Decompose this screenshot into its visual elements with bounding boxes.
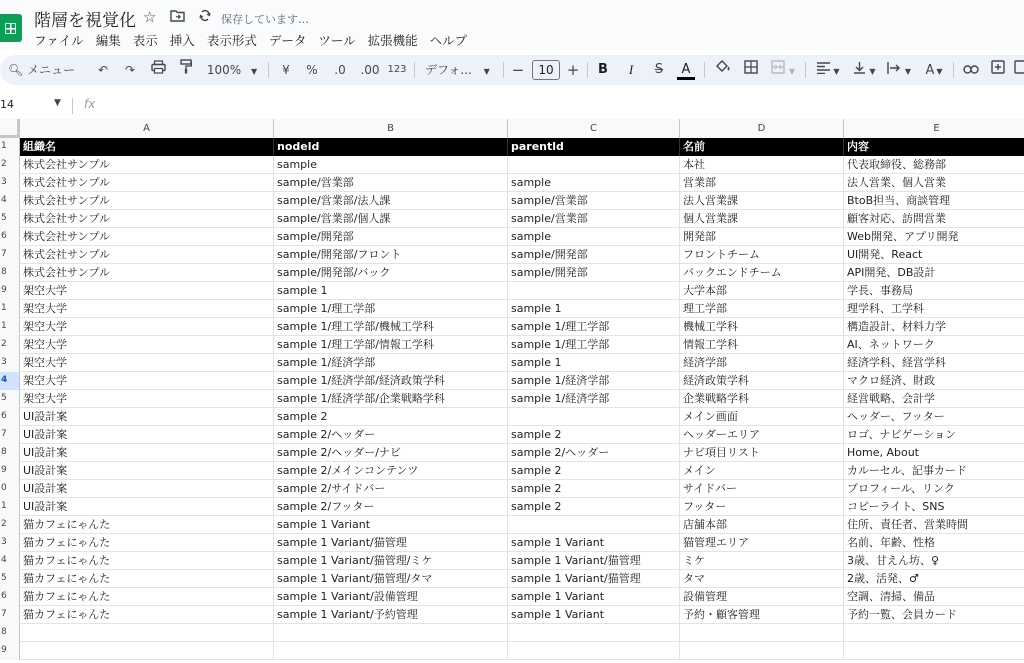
insert-comment-icon[interactable] <box>988 55 1008 85</box>
cell[interactable]: ミケ <box>680 552 844 570</box>
cell[interactable]: sample 2 <box>274 408 508 426</box>
toolbar <box>0 55 1024 85</box>
cell[interactable]: 猫カフェにゃんた <box>20 570 274 588</box>
row-number[interactable]: 5 <box>0 210 20 228</box>
cell[interactable]: プロフィール、リンク <box>844 480 1024 498</box>
text-color-button[interactable]: A <box>681 62 691 77</box>
cell[interactable]: sample 1 <box>508 354 680 372</box>
column-header[interactable]: A <box>20 119 274 138</box>
cell[interactable]: 本社 <box>680 156 844 174</box>
cell[interactable]: 機械工学科 <box>680 318 844 336</box>
cell[interactable]: 株式会社サンプル <box>20 228 274 246</box>
cell[interactable]: Web開発、アプリ開発 <box>844 228 1024 246</box>
cell[interactable]: 理工学部 <box>680 300 844 318</box>
cell[interactable]: sample 1 Variant/猫管理 <box>274 534 508 552</box>
menu-search[interactable] <box>0 55 94 85</box>
row-number[interactable]: 1 <box>0 318 20 336</box>
cell[interactable]: 住所、責任者、営業時間 <box>844 516 1024 534</box>
cell[interactable]: API開発、DB設計 <box>844 264 1024 282</box>
cell[interactable]: sample 1 Variant/猫管理 <box>508 552 680 570</box>
cell[interactable]: 株式会社サンプル <box>20 210 274 228</box>
cell[interactable]: 予約・顧客管理 <box>680 606 844 624</box>
cell[interactable]: ナビ項目リスト <box>680 444 844 462</box>
cell[interactable]: ロゴ、ナビゲーション <box>844 426 1024 444</box>
header-cell[interactable]: 内容 <box>844 138 1024 156</box>
table-row <box>0 354 1024 372</box>
horizontal-align-icon[interactable] <box>813 55 843 85</box>
cell[interactable]: ヘッダーエリア <box>680 426 844 444</box>
cell[interactable]: 猫カフェにゃんた <box>20 552 274 570</box>
cell[interactable]: UI設計案 <box>20 444 274 462</box>
row-number[interactable]: 8 <box>0 624 20 642</box>
percent-format-button[interactable]: % <box>306 63 318 77</box>
table-row <box>0 210 1024 228</box>
insert-chart-icon[interactable] <box>1014 55 1024 85</box>
cell[interactable]: sample 1/理工学部/機械工学科 <box>274 318 508 336</box>
text-color-swatch <box>677 77 695 80</box>
font-size-decrease-button[interactable]: − <box>511 61 525 79</box>
table-row <box>0 642 1024 660</box>
row-number[interactable]: 8 <box>0 264 20 282</box>
increase-decimal-button[interactable] <box>358 55 382 85</box>
cell[interactable] <box>20 624 274 642</box>
cell[interactable]: 店舗本部 <box>680 516 844 534</box>
row-number[interactable]: 1 <box>0 498 20 516</box>
name-box[interactable]: 14 <box>0 98 14 111</box>
cell[interactable] <box>844 642 1024 660</box>
menu-item[interactable]: データ <box>268 33 307 48</box>
row-number[interactable]: 2 <box>0 516 20 534</box>
search-icon: 🔍︎ <box>8 63 24 77</box>
cell[interactable]: 猫カフェにゃんた <box>20 606 274 624</box>
cell[interactable]: 架空大学 <box>20 300 274 318</box>
zoom-select[interactable] <box>204 55 260 85</box>
cell[interactable]: sample <box>274 156 508 174</box>
column-header[interactable]: E <box>844 119 1024 138</box>
table-row <box>0 246 1024 264</box>
cell[interactable]: sample 1 Variant <box>274 516 508 534</box>
cell[interactable]: バックエンドチーム <box>680 264 844 282</box>
table-row <box>0 282 1024 300</box>
table-row <box>0 570 1024 588</box>
cell[interactable]: sample 1/理工学部/情報工学科 <box>274 336 508 354</box>
table-row <box>0 192 1024 210</box>
row-number[interactable]: 7 <box>0 426 20 444</box>
row-number[interactable]: 9 <box>0 282 20 300</box>
strikethrough-icon[interactable]: S <box>654 62 664 77</box>
menu-search-label: メニュー <box>27 63 76 77</box>
cell[interactable]: sample 1 <box>274 282 508 300</box>
cell[interactable]: sample <box>508 228 680 246</box>
cell[interactable]: sample 2 <box>508 462 680 480</box>
cell[interactable]: 架空大学 <box>20 318 274 336</box>
row-number[interactable]: 1 <box>0 300 20 318</box>
cell[interactable]: sample 2/メインコンテンツ <box>274 462 508 480</box>
menu-item[interactable]: 拡張機能 <box>367 33 418 48</box>
cell[interactable]: 架空大学 <box>20 336 274 354</box>
move-to-folder-icon[interactable] <box>170 8 185 26</box>
row-number[interactable]: 4 <box>0 552 20 570</box>
text-wrapping-icon[interactable] <box>884 55 914 85</box>
cell[interactable]: Home, About <box>844 444 1024 462</box>
cell[interactable]: sample 2/ヘッダー <box>508 444 680 462</box>
cell[interactable]: ヘッダー、フッター <box>844 408 1024 426</box>
cell[interactable]: 理学科、工学科 <box>844 300 1024 318</box>
table-row <box>0 318 1024 336</box>
cell[interactable]: 架空大学 <box>20 372 274 390</box>
chevron-down-icon: ▼ <box>869 67 876 76</box>
cell[interactable]: 営業部 <box>680 174 844 192</box>
select-all-corner[interactable] <box>0 119 20 138</box>
star-icon[interactable]: ☆ <box>143 8 157 26</box>
insert-link-icon[interactable] <box>961 55 981 85</box>
zoom-value: 100% <box>206 63 242 77</box>
cell[interactable] <box>844 624 1024 642</box>
cell[interactable] <box>508 408 680 426</box>
cell[interactable]: sample 1 Variant/猫管理/タマ <box>274 570 508 588</box>
cell[interactable]: sample 2/サイドバー <box>274 480 508 498</box>
cell[interactable]: 2歳、活発、♂ <box>844 570 1024 588</box>
cell[interactable]: 株式会社サンプル <box>20 264 274 282</box>
cell[interactable]: sample 2/ヘッダー/ナビ <box>274 444 508 462</box>
cell[interactable]: sample/開発部/バック <box>274 264 508 282</box>
table-row <box>0 264 1024 282</box>
row-number[interactable]: 5 <box>0 390 20 408</box>
cell[interactable] <box>274 624 508 642</box>
row-number[interactable]: 7 <box>0 246 20 264</box>
cell[interactable]: sample <box>508 174 680 192</box>
spreadsheet-grid[interactable] <box>0 119 1024 663</box>
cell[interactable]: UI設計案 <box>20 426 274 444</box>
function-icon: fx <box>84 97 96 111</box>
cell[interactable]: 株式会社サンプル <box>20 156 274 174</box>
undo-icon[interactable]: ↶ <box>97 63 109 77</box>
cell[interactable]: フッター <box>680 498 844 516</box>
bold-button[interactable]: B <box>598 62 608 77</box>
row-number[interactable]: 0 <box>0 480 20 498</box>
row-number[interactable]: 9 <box>0 642 20 660</box>
borders-icon[interactable] <box>742 55 760 85</box>
menu-item[interactable]: 挿入 <box>169 33 195 48</box>
cell[interactable]: 架空大学 <box>20 354 274 372</box>
table-row <box>0 606 1024 624</box>
cell[interactable]: 法人営業課 <box>680 192 844 210</box>
cell[interactable]: サイドバー <box>680 480 844 498</box>
menu-item[interactable]: 表示形式 <box>206 33 257 48</box>
redo-icon[interactable]: ↷ <box>124 63 136 77</box>
row-number[interactable]: 6 <box>0 588 20 606</box>
print-icon[interactable] <box>148 55 168 85</box>
table-row <box>0 480 1024 498</box>
row-number[interactable]: 3 <box>0 354 20 372</box>
cell[interactable]: AI、ネットワーク <box>844 336 1024 354</box>
chevron-down-icon: ▼ <box>904 67 911 76</box>
cell[interactable]: 法人営業、個人営業 <box>844 174 1024 192</box>
cell[interactable]: sample/営業部 <box>274 174 508 192</box>
more-formats-button[interactable]: 123 <box>387 64 407 75</box>
menu-item[interactable]: ツール <box>318 33 356 48</box>
cell[interactable]: sample 2/ヘッダー <box>274 426 508 444</box>
menu-bar <box>28 31 473 49</box>
cell[interactable]: 企業戦略学科 <box>680 390 844 408</box>
cell[interactable]: sample/開発部/フロント <box>274 246 508 264</box>
cell[interactable]: sample 2 <box>508 426 680 444</box>
row-number[interactable]: 7 <box>0 606 20 624</box>
chevron-down-icon: ▼ <box>936 67 943 76</box>
cell[interactable]: sample/開発部 <box>274 228 508 246</box>
cell[interactable]: タマ <box>680 570 844 588</box>
title-bar <box>0 0 1024 50</box>
cell[interactable]: 猫管理エリア <box>680 534 844 552</box>
row-number[interactable]: 1 <box>0 138 20 156</box>
cell[interactable]: sample 1/経済学部 <box>274 354 508 372</box>
table-row <box>0 300 1024 318</box>
column-header[interactable]: C <box>508 119 680 138</box>
cell[interactable]: 個人営業課 <box>680 210 844 228</box>
header-cell[interactable]: 名前 <box>680 138 844 156</box>
cell[interactable]: 空調、清掃、備品 <box>844 588 1024 606</box>
cell[interactable] <box>680 624 844 642</box>
table-row <box>0 156 1024 174</box>
table-row <box>0 588 1024 606</box>
header-cell[interactable]: parentld <box>508 138 680 156</box>
cell[interactable]: sample 1/理工学部 <box>274 300 508 318</box>
font-size-input[interactable]: 10 <box>532 60 560 80</box>
cell[interactable]: 株式会社サンプル <box>20 246 274 264</box>
header-row <box>0 138 1024 156</box>
cell[interactable]: 株式会社サンプル <box>20 174 274 192</box>
cell[interactable]: sample/営業部 <box>508 192 680 210</box>
column-header[interactable]: B <box>274 119 508 138</box>
table-row <box>0 174 1024 192</box>
chevron-down-icon[interactable]: ▼ <box>54 98 61 108</box>
cell[interactable]: 顧客対応、訪問営業 <box>844 210 1024 228</box>
cell[interactable]: 架空大学 <box>20 390 274 408</box>
document-title[interactable]: 階層を視覚化 <box>34 11 136 31</box>
cell[interactable]: 経済学部 <box>680 354 844 372</box>
cell[interactable]: sample 1 Variant/予約管理 <box>274 606 508 624</box>
cell[interactable]: sample 1 Variant <box>508 534 680 552</box>
cell[interactable]: sample 1/理工学部 <box>508 318 680 336</box>
italic-button[interactable]: I <box>628 62 634 77</box>
table-row <box>0 426 1024 444</box>
cell[interactable]: カルーセル、記事カード <box>844 462 1024 480</box>
cell[interactable]: sample 1 Variant <box>508 588 680 606</box>
decrease-decimal-button[interactable] <box>330 55 350 85</box>
cell[interactable]: sample 1 <box>508 300 680 318</box>
cell[interactable]: 経済学科、経営学科 <box>844 354 1024 372</box>
table-row <box>0 552 1024 570</box>
cell[interactable]: sample/開発部 <box>508 264 680 282</box>
increase-decimal-label: .00 <box>360 63 380 77</box>
table-row <box>0 408 1024 426</box>
row-number[interactable]: 3 <box>0 534 20 552</box>
font-select[interactable] <box>425 55 495 85</box>
cell[interactable]: 学長、事務局 <box>844 282 1024 300</box>
cell[interactable]: UI設計案 <box>20 462 274 480</box>
menu-item[interactable]: 編集 <box>95 33 121 48</box>
table-row <box>0 228 1024 246</box>
cell[interactable]: sample 2 <box>508 480 680 498</box>
table-row <box>0 624 1024 642</box>
chevron-down-icon: ▼ <box>483 67 490 76</box>
column-header[interactable]: D <box>680 119 844 138</box>
cell[interactable]: sample 1/経済学部/企業戦略学科 <box>274 390 508 408</box>
row-number[interactable]: 2 <box>0 156 20 174</box>
cell[interactable]: 構造設計、材料力学 <box>844 318 1024 336</box>
cell[interactable]: UI設計案 <box>20 408 274 426</box>
cell[interactable] <box>20 642 274 660</box>
cell[interactable]: 設備管理 <box>680 588 844 606</box>
cell[interactable]: sample 1 Variant/設備管理 <box>274 588 508 606</box>
sheets-logo-icon[interactable] <box>0 14 22 42</box>
cell[interactable]: sample/営業部 <box>508 210 680 228</box>
row-number[interactable]: 5 <box>0 570 20 588</box>
row-number[interactable]: 4 <box>0 372 20 390</box>
cell[interactable]: 代表取締役、総務部 <box>844 156 1024 174</box>
table-row <box>0 462 1024 480</box>
cell[interactable] <box>508 642 680 660</box>
cell[interactable]: 大学本部 <box>680 282 844 300</box>
row-number[interactable]: 3 <box>0 174 20 192</box>
cell[interactable]: sample 1 Variant/猫管理 <box>508 570 680 588</box>
row-number[interactable]: 2 <box>0 336 20 354</box>
cell[interactable]: sample 2 <box>508 498 680 516</box>
cell[interactable]: 開発部 <box>680 228 844 246</box>
menu-item[interactable]: ヘルプ <box>429 33 468 48</box>
cell[interactable]: UI設計案 <box>20 480 274 498</box>
cell[interactable] <box>274 642 508 660</box>
cell[interactable]: メイン画面 <box>680 408 844 426</box>
cell[interactable]: フロントチーム <box>680 246 844 264</box>
fill-color-icon[interactable] <box>712 55 732 85</box>
cell[interactable]: コピーライト、SNS <box>844 498 1024 516</box>
decrease-decimal-label: .0 <box>334 63 346 77</box>
cell[interactable]: sample 1 Variant <box>508 606 680 624</box>
cell[interactable]: 3歳、甘えん坊、♀ <box>844 552 1024 570</box>
cell[interactable]: 猫カフェにゃんた <box>20 534 274 552</box>
cell[interactable]: 予約一覧、会員カード <box>844 606 1024 624</box>
column-header-bar <box>0 119 1024 139</box>
row-number[interactable]: 6 <box>0 228 20 246</box>
cell[interactable]: sample/営業部/個人課 <box>274 210 508 228</box>
header-cell[interactable]: 組織名 <box>20 138 274 156</box>
cell[interactable]: UI開発、React <box>844 246 1024 264</box>
cell[interactable]: sample 2/フッター <box>274 498 508 516</box>
cell[interactable]: UI設計案 <box>20 498 274 516</box>
cell[interactable]: 猫カフェにゃんた <box>20 516 274 534</box>
text-rotation-icon[interactable]: A ▼ <box>925 63 943 78</box>
cell[interactable]: 経済政策学科 <box>680 372 844 390</box>
cell[interactable]: sample 1/経済学部/経済政策学科 <box>274 372 508 390</box>
cell[interactable] <box>508 282 680 300</box>
cell[interactable]: sample 1 Variant/猫管理/ミケ <box>274 552 508 570</box>
save-status: 保存しています… <box>221 13 309 26</box>
chevron-down-icon: ▼ <box>250 67 258 76</box>
merge-cells-icon[interactable] <box>768 55 798 85</box>
cell[interactable]: sample 1/経済学部 <box>508 390 680 408</box>
font-name: デフォ... <box>425 63 472 77</box>
row-number[interactable]: 6 <box>0 408 20 426</box>
cell[interactable]: sample 1/経済学部 <box>508 372 680 390</box>
chevron-down-icon: ▼ <box>788 67 795 76</box>
font-size-increase-button[interactable]: + <box>566 61 580 79</box>
paint-format-icon[interactable] <box>177 55 195 85</box>
row-number[interactable]: 4 <box>0 192 20 210</box>
cell[interactable]: マクロ経済、財政 <box>844 372 1024 390</box>
table-row <box>0 372 1024 390</box>
table-row <box>0 444 1024 462</box>
cell[interactable]: 架空大学 <box>20 282 274 300</box>
cell[interactable]: sample/営業部/法人課 <box>274 192 508 210</box>
cell[interactable]: 株式会社サンプル <box>20 192 274 210</box>
cell[interactable] <box>508 156 680 174</box>
row-number[interactable]: 9 <box>0 462 20 480</box>
cell[interactable]: BtoB担当、商談管理 <box>844 192 1024 210</box>
table-row <box>0 390 1024 408</box>
currency-format-button[interactable]: ¥ <box>282 63 290 77</box>
table-row <box>0 534 1024 552</box>
cell[interactable]: sample/開発部 <box>508 246 680 264</box>
vertical-align-icon[interactable] <box>849 55 879 85</box>
table-row <box>0 336 1024 354</box>
formula-bar <box>0 95 1024 117</box>
cell[interactable] <box>508 516 680 534</box>
cell[interactable]: 猫カフェにゃんた <box>20 588 274 606</box>
menu-item[interactable]: 表示 <box>132 33 158 48</box>
table-row <box>0 498 1024 516</box>
cell[interactable] <box>508 624 680 642</box>
cell[interactable]: 経営戦略、会計学 <box>844 390 1024 408</box>
cell[interactable]: sample 1/理工学部 <box>508 336 680 354</box>
table-row <box>0 516 1024 534</box>
menu-item[interactable]: ファイル <box>34 33 84 48</box>
sync-icon[interactable] <box>199 8 211 26</box>
chevron-down-icon: ▼ <box>833 67 840 76</box>
header-cell[interactable]: nodeld <box>274 138 508 156</box>
row-number[interactable]: 8 <box>0 444 20 462</box>
cell[interactable]: メイン <box>680 462 844 480</box>
cell[interactable] <box>680 642 844 660</box>
cell[interactable]: 情報工学科 <box>680 336 844 354</box>
cell[interactable]: 名前、年齢、性格 <box>844 534 1024 552</box>
